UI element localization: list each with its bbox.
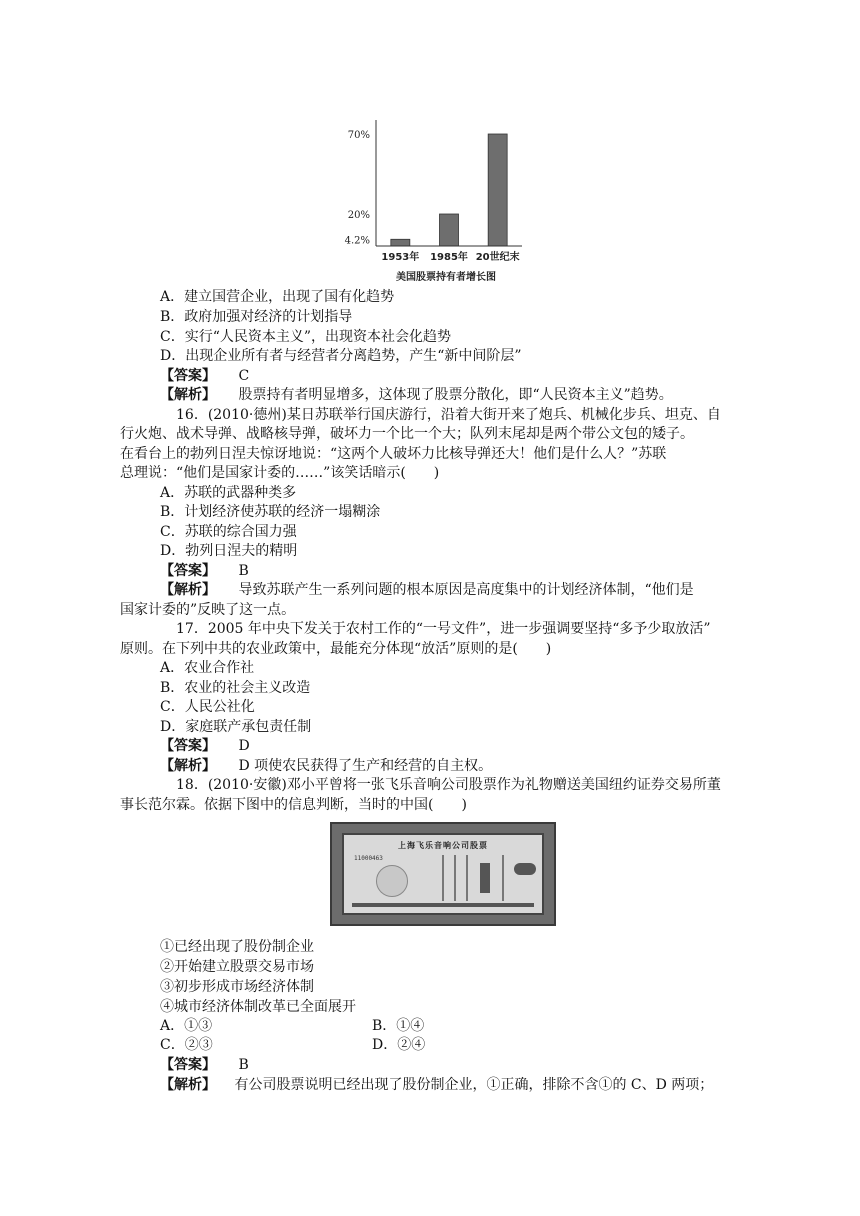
q16-option-c: C．苏联的综合国力强 — [160, 524, 297, 540]
answer-value: D — [238, 738, 250, 754]
q18-option-a: A．①③ — [160, 1018, 213, 1034]
chart-title: 美国股票持有者增长图 — [396, 272, 496, 283]
q17-stem-line-1: 17．2005 年中央下发关于农村工作的“一号文件”，进一步强调要坚持“多予少取放活” — [176, 621, 711, 637]
certificate-body — [342, 833, 544, 915]
q18-stem-line-1: 18．(2010·安徽)邓小平曾将一张飞乐音响公司股票作为礼物赠送美国纽约证券交易所董 — [176, 777, 721, 793]
q18-option-b: B．①④ — [372, 1018, 425, 1034]
q18-statement-2: ②开始建立股票交易市场 — [160, 959, 314, 975]
certificate-title: 上海飞乐音响公司股票 — [398, 841, 488, 850]
answer-value: B — [238, 1057, 249, 1073]
y-tick-label: 20% — [347, 210, 370, 221]
stock-certificate-image — [330, 822, 556, 926]
q18-answer — [160, 1056, 249, 1076]
q18-analysis — [160, 1076, 713, 1096]
q15-option-d: D．出现企业所有者与经营者分离趋势，产生“新中间阶层” — [160, 348, 522, 364]
answer-label: 【答案】 — [160, 1057, 216, 1073]
q18-statement-3: ③初步形成市场经济体制 — [160, 979, 314, 995]
x-tick-label: 1953年 — [381, 252, 420, 263]
q16-analysis-cont: 国家计委的”反映了这一点。 — [120, 602, 296, 618]
answer-value: B — [238, 563, 249, 579]
analysis-label: 【解析】 — [160, 1077, 216, 1093]
answer-label: 【答案】 — [160, 368, 216, 384]
y-tick-label: 70% — [347, 130, 370, 141]
q16-option-b: B．计划经济使苏联的经济一塌糊涂 — [160, 504, 381, 520]
q17-option-c: C．人民公社化 — [160, 699, 255, 715]
text-column — [442, 855, 444, 901]
analysis-label: 【解析】 — [160, 387, 216, 403]
y-tick-label: 4.2% — [344, 235, 370, 247]
q17-analysis — [160, 757, 492, 777]
text-column — [502, 855, 504, 901]
stamp-icon — [514, 863, 536, 875]
bar-0 — [391, 239, 410, 246]
bar-1 — [440, 214, 459, 246]
analysis-text: 股票持有者明显增多，这体现了股票分散化，即“人民资本主义”趋势。 — [238, 387, 673, 403]
q16-stem-line-3: 在看台上的勃列日涅夫惊讶地说：“这两个人破坏力比核导弹还大！他们是什么人？”苏联 — [120, 446, 667, 462]
analysis-text: D 项使农民获得了生产和经营的自主权。 — [238, 758, 493, 774]
answer-label: 【答案】 — [160, 563, 216, 579]
bar-2 — [488, 134, 507, 246]
x-tick-label: 20世纪末 — [475, 252, 520, 263]
q18-option-c: C．②③ — [160, 1037, 213, 1053]
answer-label: 【答案】 — [160, 738, 216, 754]
q16-answer — [160, 562, 249, 582]
text-column — [454, 855, 456, 901]
text-column — [466, 855, 468, 901]
q18-statement-4: ④城市经济体制改革已全面展开 — [160, 999, 356, 1015]
q16-stem-line-4: 总理说：“他们是国家计委的……”该笑话暗示( ) — [120, 465, 440, 481]
q17-option-a: A．农业合作社 — [160, 660, 255, 676]
certificate-number: 11000463 — [354, 855, 383, 862]
q16-stem-line-2: 行火炮、战术导弹、战略核导弹，破坏力一个比一个大；队列末尾却是两个带公文包的矮子。 — [120, 426, 694, 442]
signature-mark — [480, 863, 490, 893]
q17-option-b: B．农业的社会主义改造 — [160, 680, 311, 696]
q16-stem-line-1: 16．(2010·德州)某日苏联举行国庆游行，沿着大街开来了炮兵、机械化步兵、坦克、自 — [176, 407, 721, 423]
analysis-text: 导致苏联产生一系列问题的根本原因是高度集中的计划经济体制，“他们是 — [238, 582, 694, 598]
analysis-label: 【解析】 — [160, 582, 216, 598]
q17-stem-line-2: 原则。在下列中共的农业政策中，最能充分体现“放活”原则的是( ) — [120, 641, 552, 657]
q15-option-a: A．建立国营企业，出现了国有化趋势 — [160, 289, 395, 305]
answer-value: C — [238, 368, 250, 384]
q16-option-d: D．勃列日涅夫的精明 — [160, 543, 298, 559]
q15-answer — [160, 367, 249, 387]
q18-statement-1: ①已经出现了股份制企业 — [160, 939, 314, 955]
analysis-label: 【解析】 — [160, 758, 216, 774]
analysis-text: 有公司股票说明已经出现了股份制企业，①正确，排除不含①的 C、D 两项； — [234, 1077, 714, 1093]
q16-option-a: A．苏联的武器种类多 — [160, 485, 297, 501]
q17-answer — [160, 737, 250, 757]
seal-icon — [376, 865, 408, 897]
q16-analysis — [160, 581, 694, 601]
q17-option-d: D．家庭联产承包责任制 — [160, 719, 312, 735]
x-tick-label: 1985年 — [430, 252, 468, 263]
q15-option-b: B．政府加强对经济的计划指导 — [160, 309, 353, 325]
q18-option-d: D．②④ — [372, 1037, 426, 1053]
q18-stem-line-2: 事长范尔霖。依据下图中的信息判断，当时的中国( ) — [120, 797, 467, 813]
certificate-footer — [352, 903, 534, 907]
q15-analysis — [160, 386, 673, 406]
stock-holder-bar-chart — [336, 118, 536, 288]
q15-option-c: C．实行“人民资本主义”，出现资本社会化趋势 — [160, 329, 452, 345]
